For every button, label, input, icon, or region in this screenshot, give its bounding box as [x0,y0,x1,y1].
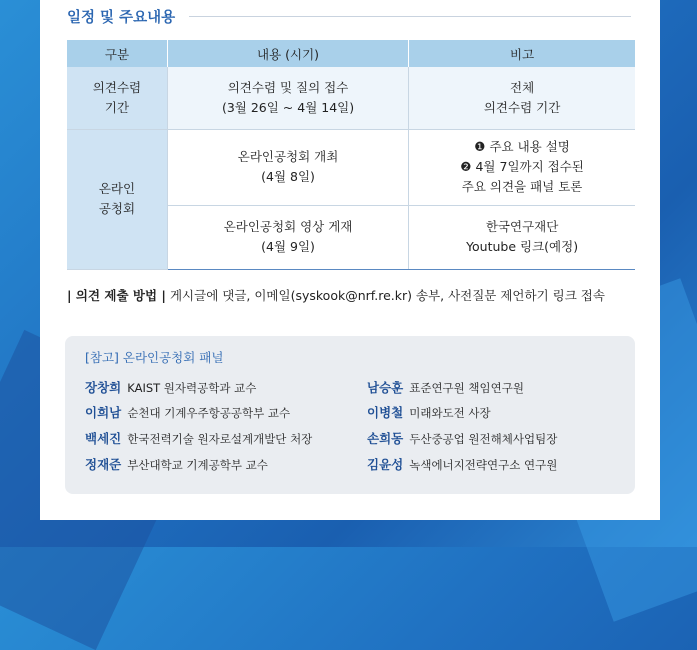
cell-line: Youtube 링크(예정) [466,239,579,254]
table-row [67,67,635,129]
header-category: 구분 [67,40,167,67]
member-affiliation: 녹색에너지전략연구소 연구원 [409,458,558,472]
member-affiliation: 한국전력기술 원자로설계개발단 처장 [127,432,313,446]
panel-member [85,378,256,396]
member-affiliation: 미래와도전 사장 [409,406,491,420]
panel-member [367,455,557,473]
schedule-table [67,40,635,270]
cell-line: 온라인공청회 개최 [237,149,339,164]
cell-line [410,137,634,157]
panel-member [367,403,491,421]
cell-line: 의견수렴 기간 [483,99,561,115]
panel-member [367,429,557,447]
note-cell [409,205,635,269]
section-header [67,6,631,27]
cell-line: 주요 의견을 패널 토론 [461,179,583,194]
member-name: 남승훈 [367,380,404,395]
content-cell [167,67,408,129]
note-cell [409,67,635,129]
panel-member [85,403,290,421]
opinion-submission [67,286,605,304]
cell-line [410,157,634,177]
member-name: 김윤성 [367,457,404,472]
note-line: 주요 내용 설명 [489,139,570,154]
panel-title: [참고] 온라인공청회 패널 [85,350,224,365]
section-title: 일정 및 주요내용 [67,10,176,26]
header-note: 비고 [409,40,635,67]
member-name: 손희동 [367,431,404,446]
table-header-row [67,40,635,67]
cell-line: 한국연구재단 [485,219,559,234]
cell-line: 온라인 [98,181,136,196]
member-name: 이희남 [85,405,122,420]
opinion-text: 게시글에 댓글, 이메일(syskook@nrf.re.kr) 송부, 사전질문 제언하기 링크 접속 [169,288,605,303]
cell-line: (3월 26일 ~ 4월 14일) [221,99,355,115]
header-content: 내용 (시기) [167,40,408,67]
bullet-2-icon: ❷ [460,159,472,174]
panel-member [85,429,312,447]
opinion-label: | 의견 제출 방법 | [67,288,166,303]
cell-line: (4월 9일) [261,239,315,254]
member-affiliation: 표준연구원 책임연구원 [409,381,524,395]
member-name: 장창희 [85,380,122,395]
cell-line: 온라인공청회 영상 게재 [223,219,353,234]
cell-line: 전체 [510,79,535,95]
panel-box [65,336,635,494]
panel-member [85,455,268,473]
bullet-1-icon: ❶ [474,139,486,154]
cell-line: (4월 8일) [261,169,315,184]
cell-line: 의견수렴 [92,79,142,95]
member-name: 이병철 [367,405,404,420]
section-divider [189,16,631,17]
member-affiliation: KAIST 원자력공학과 교수 [127,381,257,395]
content-card [40,0,660,520]
member-affiliation: 순천대 기계우주항공공학부 교수 [127,406,291,420]
member-name: 정재준 [85,457,122,472]
content-cell [167,129,408,205]
panel-member [367,378,524,396]
cell-line: 의견수렴 및 질의 접수 [227,79,349,95]
category-cell [67,67,167,129]
cell-line: 공청회 [98,201,136,216]
member-name: 백세진 [85,431,122,446]
member-affiliation: 두산중공업 원전해체사업팀장 [409,432,558,446]
content-cell [167,205,408,269]
member-affiliation: 부산대학교 기계공학부 교수 [127,458,268,472]
note-line: 4월 7일까지 접수된 [475,159,584,174]
category-cell [67,129,167,269]
note-cell [409,129,635,205]
table-row [67,129,635,205]
cell-line: 기간 [104,99,130,115]
